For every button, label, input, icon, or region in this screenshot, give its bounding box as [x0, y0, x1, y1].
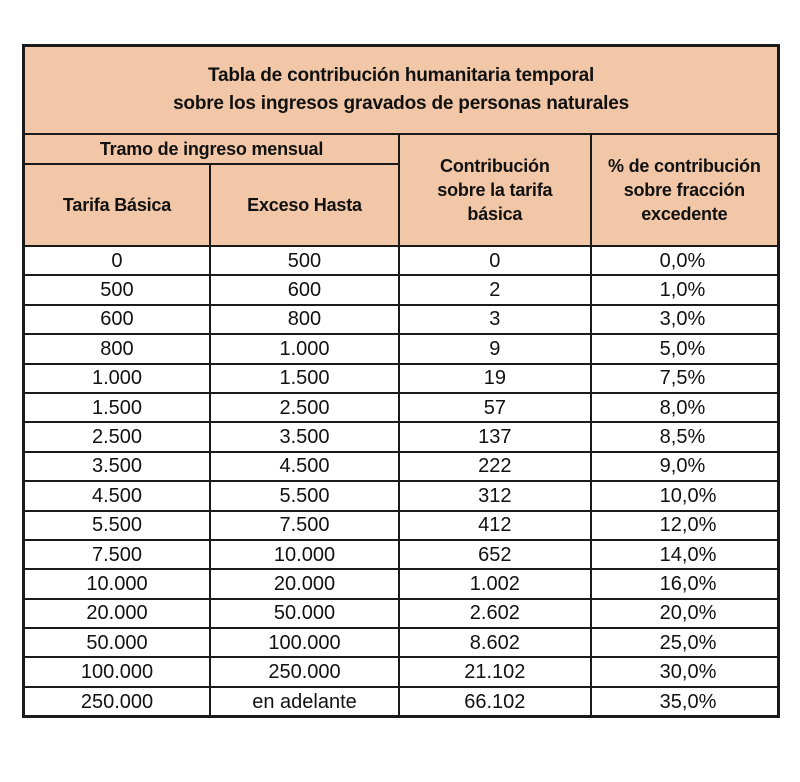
percentage-cell: 9,0%: [591, 452, 779, 481]
contribution-cell: 2.602: [399, 599, 591, 628]
table-row: [24, 334, 779, 363]
contribution-cell: 222: [399, 452, 591, 481]
excess-up-to-cell: 3.500: [210, 422, 399, 451]
income-bracket-group-header: Tramo de ingreso mensual: [24, 134, 400, 164]
percentage-cell: 20,0%: [591, 599, 779, 628]
base-rate-cell: 7.500: [24, 540, 210, 569]
table-row: [24, 599, 779, 628]
table-row: [24, 393, 779, 422]
contribution-cell: 312: [399, 481, 591, 510]
excess-up-to-cell: 10.000: [210, 540, 399, 569]
base-rate-cell: 100.000: [24, 657, 210, 686]
base-rate-cell: 800: [24, 334, 210, 363]
percentage-cell: 5,0%: [591, 334, 779, 363]
percentage-column-header: [591, 134, 779, 246]
contribution-column-header: [399, 134, 591, 246]
contribution-cell: 137: [399, 422, 591, 451]
contribution-cell: 3: [399, 305, 591, 334]
excess-up-to-cell: 5.500: [210, 481, 399, 510]
contribution-cell: 652: [399, 540, 591, 569]
excess-up-to-cell: 50.000: [210, 599, 399, 628]
base-rate-cell: 1.000: [24, 364, 210, 393]
table-row: [24, 452, 779, 481]
table-title-line-2: sobre los ingresos gravados de personas naturales: [173, 93, 629, 114]
percentage-cell: 12,0%: [591, 511, 779, 540]
excess-up-to-cell: 800: [210, 305, 399, 334]
excess-up-to-cell: 2.500: [210, 393, 399, 422]
base-rate-cell: 2.500: [24, 422, 210, 451]
excess-up-to-cell: 250.000: [210, 657, 399, 686]
base-rate-cell: 3.500: [24, 452, 210, 481]
contribution-table: [22, 44, 780, 718]
contribution-cell: 412: [399, 511, 591, 540]
base-rate-cell: 5.500: [24, 511, 210, 540]
percentage-cell: 0,0%: [591, 246, 779, 275]
table-row: [24, 628, 779, 657]
table-row: [24, 657, 779, 686]
percentage-cell: 14,0%: [591, 540, 779, 569]
table-row: [24, 275, 779, 304]
percentage-cell: 8,0%: [591, 393, 779, 422]
table-title-line-1: Tabla de contribución humanitaria temporal: [207, 65, 595, 86]
percentage-cell: 7,5%: [591, 364, 779, 393]
base-rate-cell: 1.500: [24, 393, 210, 422]
table-row: [24, 511, 779, 540]
base-rate-cell: 10.000: [24, 569, 210, 598]
table-title: [24, 46, 779, 135]
excess-up-to-cell: 100.000: [210, 628, 399, 657]
percentage-cell: 8,5%: [591, 422, 779, 451]
contribution-cell: 2: [399, 275, 591, 304]
base-rate-cell: 4.500: [24, 481, 210, 510]
excess-up-to-cell: 7.500: [210, 511, 399, 540]
table-body: [24, 246, 779, 717]
table-row: [24, 246, 779, 275]
base-rate-column-header: Tarifa Básica: [24, 164, 210, 246]
excess-up-to-column-header: Exceso Hasta: [210, 164, 399, 246]
base-rate-cell: 50.000: [24, 628, 210, 657]
percentage-cell: 1,0%: [591, 275, 779, 304]
contribution-cell: 0: [399, 246, 591, 275]
base-rate-cell: 600: [24, 305, 210, 334]
base-rate-cell: 20.000: [24, 599, 210, 628]
table-row: [24, 481, 779, 510]
table-row: [24, 364, 779, 393]
percentage-cell: 10,0%: [591, 481, 779, 510]
excess-up-to-cell: 1.500: [210, 364, 399, 393]
table-row: [24, 305, 779, 334]
contribution-cell: 19: [399, 364, 591, 393]
contribution-cell: 57: [399, 393, 591, 422]
percentage-column-header-text: % de contribución sobre fracción excedente: [608, 156, 761, 224]
contribution-cell: 9: [399, 334, 591, 363]
table-row: [24, 569, 779, 598]
excess-up-to-cell: 600: [210, 275, 399, 304]
excess-up-to-cell: en adelante: [210, 687, 399, 717]
percentage-cell: 16,0%: [591, 569, 779, 598]
table-row: [24, 422, 779, 451]
contribution-cell: 21.102: [399, 657, 591, 686]
excess-up-to-cell: 20.000: [210, 569, 399, 598]
percentage-cell: 3,0%: [591, 305, 779, 334]
table-row: [24, 687, 779, 717]
contribution-column-header-text: Contribución sobre la tarifa básica: [437, 156, 553, 224]
excess-up-to-cell: 500: [210, 246, 399, 275]
table-row: [24, 540, 779, 569]
base-rate-cell: 250.000: [24, 687, 210, 717]
base-rate-cell: 0: [24, 246, 210, 275]
excess-up-to-cell: 1.000: [210, 334, 399, 363]
contribution-cell: 1.002: [399, 569, 591, 598]
base-rate-cell: 500: [24, 275, 210, 304]
percentage-cell: 35,0%: [591, 687, 779, 717]
excess-up-to-cell: 4.500: [210, 452, 399, 481]
percentage-cell: 30,0%: [591, 657, 779, 686]
contribution-cell: 8.602: [399, 628, 591, 657]
percentage-cell: 25,0%: [591, 628, 779, 657]
contribution-cell: 66.102: [399, 687, 591, 717]
